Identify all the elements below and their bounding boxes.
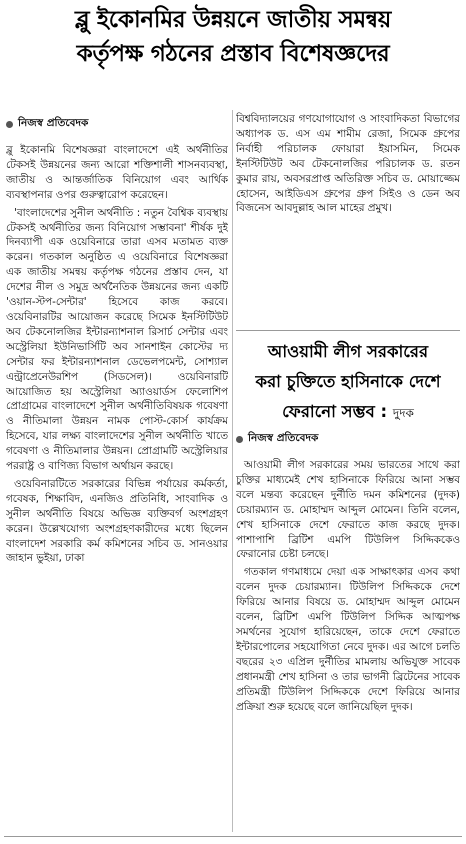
main-story-byline xyxy=(6,116,228,133)
sub-story-byline xyxy=(236,431,460,448)
column-divider xyxy=(232,110,233,832)
sub-headline-text: ফেরানো সম্ভব : xyxy=(282,402,388,421)
sub-headline-line-1: আওয়ামী লীগ সরকারের xyxy=(267,342,429,361)
main-story-paragraph-3: ওয়েবিনারটিতে সরকারের বিভিন্ন পর্যায়ের কর্মকর্তা, গবেষক, শিক্ষাবিদ, এনজিও প্রতিনিধি, সাংবাদিক ও সুনীল অর্থনীতি বিষয়ে অভিজ্ঞ ব্যক্তিবর্গ অংশগ্রহণ করেন। উল্লেখযোগ্য অংশগ্রহণকারীদের মধ্যে ছিলেন বাংলাদেশ সরকারি কর্ম কমিশনের সচিব ড. সানওয়ার জাহান ভুইয়া, ঢাকা xyxy=(6,477,228,565)
headline-line-1: ব্লু ইকোনমির উন্নয়নে জাতীয় সমন্বয় xyxy=(75,7,391,33)
main-story-continuation-text: বিশ্ববিদ্যালয়ের গণযোগাযোগ ও সাংবাদিকতা বিভাগের অধ্যাপক ড. এস এম শামীম রেজা, সিমেক গ্রুপের নির্বাহী পরিচালক ফোয়ারা ইয়াসমিন, সিমেক ইনস্টিটিউট অব টেকনোলজির পরিচালক ড. রতন কুমার রায়, অবসরপ্রাপ্ত অতিরিক্ত সচিব ড. মোয়াজ্জেম হোসেন, আইডিএস গ্রুপের গ্রুপ সিইও ও ডেন অব বিজনেস আবদুল্লাহ আল মাহের প্রমুখ। xyxy=(236,113,460,215)
bottom-rule xyxy=(4,836,462,837)
main-story-paragraph-2: 'বাংলাদেশের সুনীল অর্থনীতি : নতুন বৈশ্বিক ব্যবস্থায় টেকসই অর্থনীতির জন্য বিনিয়োগ সম্ভাবনা' শীর্ষক দুই দিনব্যাপী এক ওয়েবিনারে তারা এসব মতামত ব্যক্ত করেন। গতকাল অনুষ্ঠিত এ ওয়েবিনারে বিশেষজ্ঞরা এক জাতীয় সমন্বয় কর্তৃপক্ষ গঠনের প্রস্তাব দেন, যা দেশের নীল ও সমুদ্র অর্থনৈতিক উন্নয়নের জন্য একটি 'ওয়ান-স্টপ-সেন্টার' হিসেবে কাজ করবে। ওয়েবিনারটির আয়োজন করেছে সিমেক ইনস্টিটিউট অব টেকনোলজির ইন্টারন্যাশনাল রিসার্চ সেন্টার এবং অস্ট্রেলিয়া ইউনিভার্সিটি অব সানশাইন কোস্টের দ্য সেন্টার ফর ইন্টারন্যাশনাল ডেভেলপমেন্ট, সোশ্যাল এন্ট্রাপ্রেনেউরশিপ (সিডসেল)। ওয়েবিনারটি আয়োজিত হয় অস্ট্রেলিয়া অ্যাওয়ার্ডস ফেলোশিপ প্রোগ্রামের বাংলাদেশে সুনীল অর্থনীতিবিষয়ক গবেষণা ও নীতিমালা উন্নয়ন নামক পোস্ট-কোর্স কার্যক্রম হিসেবে, যার লক্ষ্য বাংলাদেশের সুনীল অর্থনীতি খাতে গবেষণা ও নীতিমালার উন্নয়ন। প্রোগ্রামটি অস্ট্রেলিয়ার পররাষ্ট্র ও বাণিজ্য বিভাগ অর্থায়ন করছে। xyxy=(6,206,228,473)
main-story-left-column xyxy=(6,112,228,828)
byline-text: নিজস্ব প্রতিবেদক xyxy=(18,117,89,129)
bullet-icon xyxy=(6,121,13,128)
sub-headline-tag: দুদক xyxy=(392,406,414,420)
headline-line-2: কর্তৃপক্ষ গঠনের প্রস্তাব বিশেষজ্ঞদের xyxy=(76,41,390,67)
sub-headline-line-3 xyxy=(236,400,460,425)
bullet-icon xyxy=(236,436,243,443)
main-story-paragraph-1: ব্লু ইকোনমি বিশেষজ্ঞরা বাংলাদেশে এই অর্থনীতির টেকসই উন্নয়নের জন্য আরো শক্তিশালী শাসনব্যবস্থা, জাতীয় ও আন্তর্জাতিক বিনিয়োগ এবং আর্থিক ব্যবস্থাপনার ওপর গুরুত্বারোপ করেছেন। xyxy=(6,144,228,201)
sub-story xyxy=(236,340,460,832)
sub-story-paragraph-1: আওয়ামী লীগ সরকারের সময় ভারতের সাথে করা চুক্তির মাধ্যমেই শেখ হাসিনাকে ফিরিয়ে আনা সম্ভব বলে মন্তব্য করেছেন দুর্নীতি দমন কমিশনের (দুদক) চেয়ারম্যান ড. মোহাম্মদ আব্দুল মোমেন। তিনি বলেন, শেখ হাসিনাকে দেশে ফেরাতে কাজ করছে দুদক। পাশাপাশি ব্রিটিশ এমপি টিউলিপ সিদ্দিককেও ফেরানোর চেষ্টা চলছে। xyxy=(236,459,460,561)
main-story-continuation xyxy=(236,112,460,326)
sub-headline-line-2: করা চুক্তিতে হাসিনাকে দেশে xyxy=(255,372,441,391)
story-separator xyxy=(236,330,460,331)
sub-story-paragraph-2: গতকাল গণমাধ্যমে দেয়া এক সাক্ষাৎকার এসব কথা বলেন দুদক চেয়ারম্যান। টিউলিপ সিদ্দিককে দেশে ফিরিয়ে আনার বিষয়ে ড. মোহাম্মদ আব্দুল মোমেন বলেন, ব্রিটিশ এমপি টিউলিপ সিদ্দিক আত্মপক্ষ সমর্থনের সুযোগ হারিয়েছেন, তাকে দেশে ফেরাতে ইন্টারপোলের সহযোগিতা নেবে দুদক। এর আগে চলতি বছরের ২৩ এপ্রিল দুর্নীতির মামলায় অভিযুক্ত সাবেক প্রধানমন্ত্রী শেখ হাসিনা ও তার ভাগনী ব্রিটেনের সাবেক প্রতিমন্ত্রী টিউলিপ সিদ্দিককে দেশে ফিরিয়ে আনার প্রক্রিয়া শুরু হয়েছে বলে জানিয়েছিল দুদক। xyxy=(236,566,460,713)
byline-text: নিজস্ব প্রতিবেদক xyxy=(248,432,319,444)
